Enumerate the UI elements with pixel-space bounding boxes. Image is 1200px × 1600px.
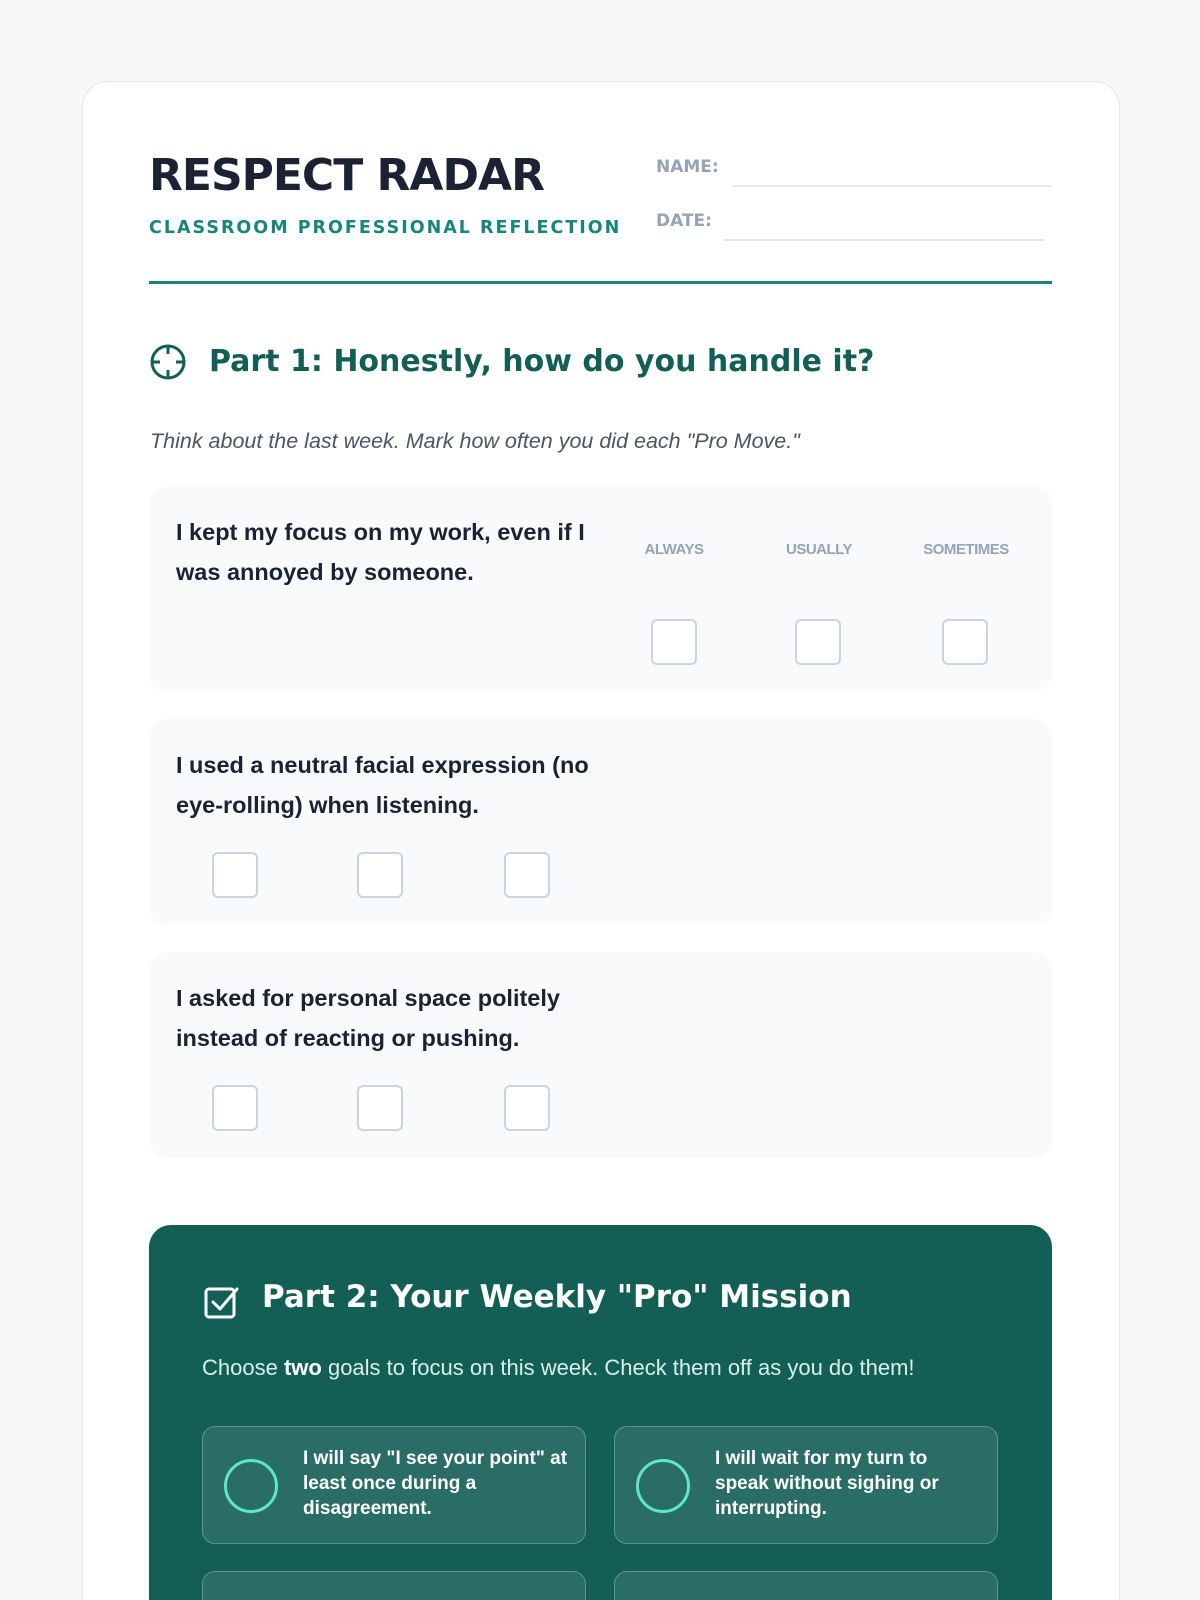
checkbox-always[interactable] — [212, 1085, 258, 1131]
date-label: DATE: — [656, 211, 712, 231]
goal-text: I will wait for my turn to speak without sighing or interrupting. — [715, 1448, 939, 1519]
header-divider — [149, 281, 1052, 284]
page-subtitle: CLASSROOM PROFESSIONAL REFLECTION — [149, 218, 622, 238]
question-card — [149, 486, 1052, 692]
scale-label-sometimes: SOMETIMES — [923, 541, 1009, 558]
scale-label-always: ALWAYS — [644, 541, 704, 558]
checkbox-sometimes[interactable] — [942, 619, 988, 665]
goal-check-circle[interactable] — [636, 1459, 690, 1513]
checkbox-icon — [203, 1283, 241, 1321]
checkbox-usually[interactable] — [357, 852, 403, 898]
checkbox-always[interactable] — [651, 619, 697, 665]
goal-option[interactable] — [614, 1426, 998, 1544]
part1-title: Part 1: Honestly, how do you handle it? — [209, 344, 875, 379]
instruction-text: goals to focus on this week. Check them off as you do them! — [321, 1355, 915, 1380]
instruction-emphasis: two — [283, 1355, 322, 1380]
goal-option[interactable] — [614, 1571, 998, 1600]
question-text: I used a neutral facial expression (no eye-rolling) when listening. — [176, 752, 589, 818]
part2-title: Part 2: Your Weekly "Pro" Mission — [262, 1279, 852, 1315]
crosshair-icon — [149, 343, 187, 381]
goal-check-circle[interactable] — [224, 1459, 278, 1513]
name-label: NAME: — [656, 157, 719, 177]
question-text: I asked for personal space politely instead of reacting or pushing. — [176, 985, 560, 1051]
checkbox-sometimes[interactable] — [504, 1085, 550, 1131]
checkbox-always[interactable] — [212, 852, 258, 898]
mission-panel — [149, 1225, 1052, 1600]
name-field[interactable] — [732, 185, 1052, 187]
checkbox-usually[interactable] — [357, 1085, 403, 1131]
checkbox-sometimes[interactable] — [504, 852, 550, 898]
page-title: RESPECT RADAR — [149, 150, 544, 201]
date-field[interactable] — [724, 239, 1044, 241]
part2-instructions — [202, 1355, 915, 1381]
goal-text: I will say "I see your point" at least once during a disagreement. — [303, 1448, 568, 1519]
part1-instructions: Think about the last week. Mark how often you did each "Pro Move." — [150, 429, 800, 453]
instruction-text: Choose — [202, 1355, 284, 1380]
checkbox-usually[interactable] — [795, 619, 841, 665]
question-card — [149, 952, 1052, 1158]
goal-option[interactable] — [202, 1571, 586, 1600]
question-text: I kept my focus on my work, even if I was annoyed by someone. — [176, 519, 585, 585]
question-card — [149, 719, 1052, 925]
scale-label-usually: USUALLY — [786, 541, 852, 558]
goal-option[interactable] — [202, 1426, 586, 1544]
